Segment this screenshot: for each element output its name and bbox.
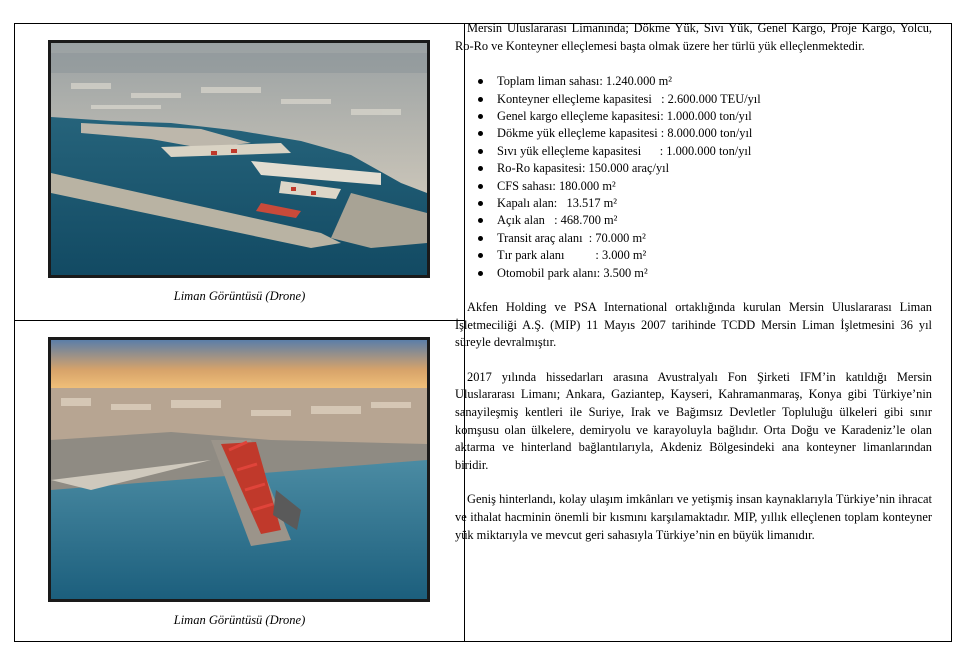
row-divider bbox=[15, 320, 464, 321]
list-item: CFS sahası: 180.000 m² bbox=[497, 178, 932, 195]
hinterland-paragraph: Geniş hinterlandı, kolay ulaşım imkânları ve yetişmiş insan kaynaklarıyla Türkiye’nin ihracat ve ithalat hacminin önemli bir kısmını karşılamaktadır. MIP, yıllık elleçlenen toplam konteyner yük miktarıyla ve mevcut geri sahasıyla Türkiye’nin en büyük limanıdır. bbox=[455, 492, 932, 542]
port-aerial-photo-1 bbox=[48, 40, 430, 278]
list-item: Konteyner elleçleme kapasitesi : 2.600.000 TEU/yıl bbox=[497, 91, 932, 108]
intro-paragraph: Mersin Uluslararası Limanında; Dökme Yük, Sıvı Yük, Genel Kargo, Proje Kargo, Yolcu, Ro-Ro ve Konteyner elleçlemesi başta olmak üzere her türlü yük elleçlenmektedir. bbox=[455, 21, 932, 53]
list-item: Dökme yük elleçleme kapasitesi : 8.000.000 ton/yıl bbox=[497, 125, 932, 142]
connectivity-paragraph: 2017 yılında hissedarları arasına Avustralyalı Fon Şirketi IFM’in katıldığı Mersin Uluslararası Limanı; Ankara, Gaziantep, Kayseri, Kahramanmaraş, Konya gibi Türkiye’nin sanayileşmiş kentleri ile Suriye, Irak ve Bağımsız Devletler Topluluğu ülkeleri gibi sınır komşusu olan ülkelere, demiryolu ve karayoluyla bağlıdır. Orta Doğu ve Karadeniz’le olan aktarma ve hinterland bağlantılarıyla, Akdeniz Bölgesindeki ana konteyner limanlarından biridir. bbox=[455, 369, 932, 472]
port-aerial-image-1 bbox=[51, 43, 427, 275]
port-description bbox=[455, 20, 932, 544]
list-item: Ro-Ro kapasitesi: 150.000 araç/yıl bbox=[497, 160, 932, 177]
list-item: Açık alan : 468.700 m² bbox=[497, 212, 932, 229]
list-item: Otomobil park alanı: 3.500 m² bbox=[497, 265, 932, 282]
list-item: Genel kargo elleçleme kapasitesi: 1.000.000 ton/yıl bbox=[497, 108, 932, 125]
list-item: Sıvı yük elleçleme kapasitesi : 1.000.000 ton/yıl bbox=[497, 143, 932, 160]
ownership-paragraph: Akfen Holding ve PSA International ortaklığında kurulan Mersin Uluslararası Liman İşletmeciliği A.Ş. (MIP) 11 Mayıs 2007 tarihinde TCDD Mersin Liman İşletmesini 36 yıl süreyle devralmıştır. bbox=[455, 300, 932, 350]
photo-caption-2: Liman Görüntüsü (Drone) bbox=[173, 613, 306, 627]
list-item: Toplam liman sahası: 1.240.000 m² bbox=[497, 73, 932, 90]
list-item: Transit araç alanı : 70.000 m² bbox=[497, 230, 932, 247]
list-item: Kapalı alan: 13.517 m² bbox=[497, 195, 932, 212]
port-aerial-image-2 bbox=[51, 340, 427, 599]
port-aerial-photo-2 bbox=[48, 337, 430, 602]
list-item: Tır park alanı : 3.000 m² bbox=[497, 247, 932, 264]
photo-caption-1: Liman Görüntüsü (Drone) bbox=[173, 289, 306, 303]
facts-list bbox=[455, 73, 932, 282]
